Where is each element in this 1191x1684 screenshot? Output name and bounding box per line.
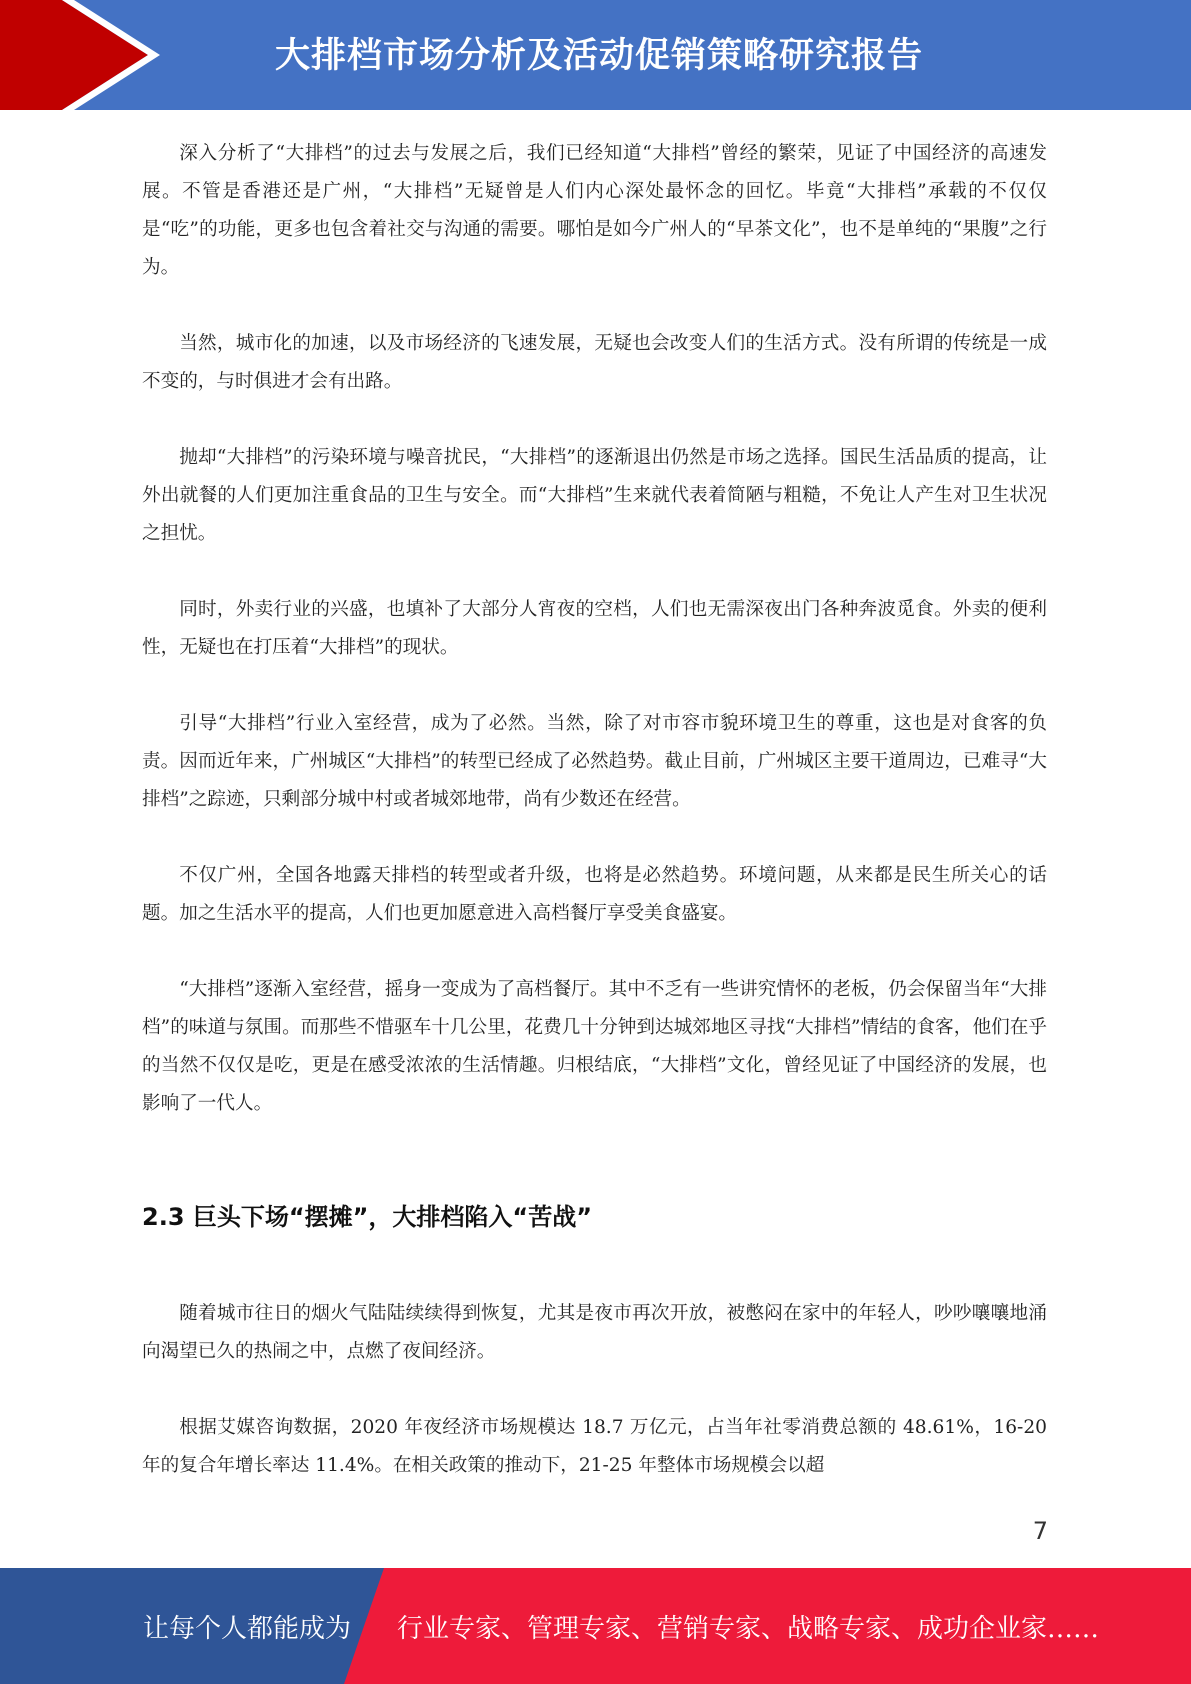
body-paragraph: 不仅广州，全国各地露天排档的转型或者升级，也将是必然趋势。环境问题，从来都是民生所关心的话题。加之生活水平的提高，人们也更加愿意进入高档餐厅享受美食盛宴。 [142,865,1047,924]
page-footer [0,1568,1191,1684]
body-paragraph: 深入分析了“大排档”的过去与发展之后，我们已经知道“大排档”曾经的繁荣，见证了中国经济的高速发展。不管是香港还是广州，“大排档”无疑曾是人们内心深处最怀念的回忆。毕竟“大排档”承载的不仅仅是“吃”的功能，更多也包含着社交与沟通的需要。哪怕是如今广州人的“早茶文化”，也不是单纯的“果腹”之行为。 [142,143,1047,278]
header-red-chevron [0,0,148,110]
document-body [142,135,1047,1523]
footer-slogan-right: 行业专家、管理专家、营销专家、战略专家、成功企业家…… [397,1614,1100,1644]
page-number: 7 [1032,1517,1048,1545]
section-heading: 2.3 巨头下场“摆摊”，大排档陷入“苦战” [142,1203,592,1231]
page-header [0,0,1191,110]
body-paragraph: 随着城市往日的烟火气陆陆续续得到恢复，尤其是夜市再次开放，被憋闷在家中的年轻人，吵吵嚷嚷地涌向渴望已久的热闹之中，点燃了夜间经济。 [142,1303,1047,1362]
document-title: 大排档市场分析及活动促销策略研究报告 [275,36,924,76]
body-paragraph: 抛却“大排档”的污染环境与噪音扰民，“大排档”的逐渐退出仍然是市场之选择。国民生活品质的提高，让外出就餐的人们更加注重食品的卫生与安全。而“大排档”生来就代表着简陋与粗糙，不免让人产生对卫生状况之担忧。 [142,447,1047,544]
footer-slogan-left: 让每个人都能成为 [143,1614,352,1644]
body-paragraph: 引导“大排档”行业入室经营，成为了必然。当然，除了对市容市貌环境卫生的尊重，这也是对食客的负责。因而近年来，广州城区“大排档”的转型已经成了必然趋势。截止目前，广州城区主要干道周边，已难寻“大排档”之踪迹，只剩部分城中村或者城郊地带，尚有少数还在经营。 [142,713,1047,810]
body-paragraph: “大排档”逐渐入室经营，摇身一变成为了高档餐厅。其中不乏有一些讲究情怀的老板，仍会保留当年“大排档”的味道与氛围。而那些不惜驱车十几公里，花费几十分钟到达城郊地区寻找“大排档”情结的食客，他们在乎的当然不仅仅是吃，更是在感受浓浓的生活情趣。归根结底，“大排档”文化，曾经见证了中国经济的发展，也影响了一代人。 [142,979,1047,1114]
body-paragraph: 当然，城市化的加速，以及市场经济的飞速发展，无疑也会改变人们的生活方式。没有所谓的传统是一成不变的，与时俱进才会有出路。 [142,333,1047,392]
body-paragraph: 根据艾媒咨询数据，2020 年夜经济市场规模达 18.7 万亿元，占当年社零消费总额的 48.61%，16-20 年的复合年增长率达 11.4%。在相关政策的推动下，21-25 年整体市场规模会以超 [142,1417,1047,1476]
body-paragraph: 同时，外卖行业的兴盛，也填补了大部分人宵夜的空档，人们也无需深夜出门各种奔波觅食。外卖的便利性，无疑也在打压着“大排档”的现状。 [142,599,1047,658]
